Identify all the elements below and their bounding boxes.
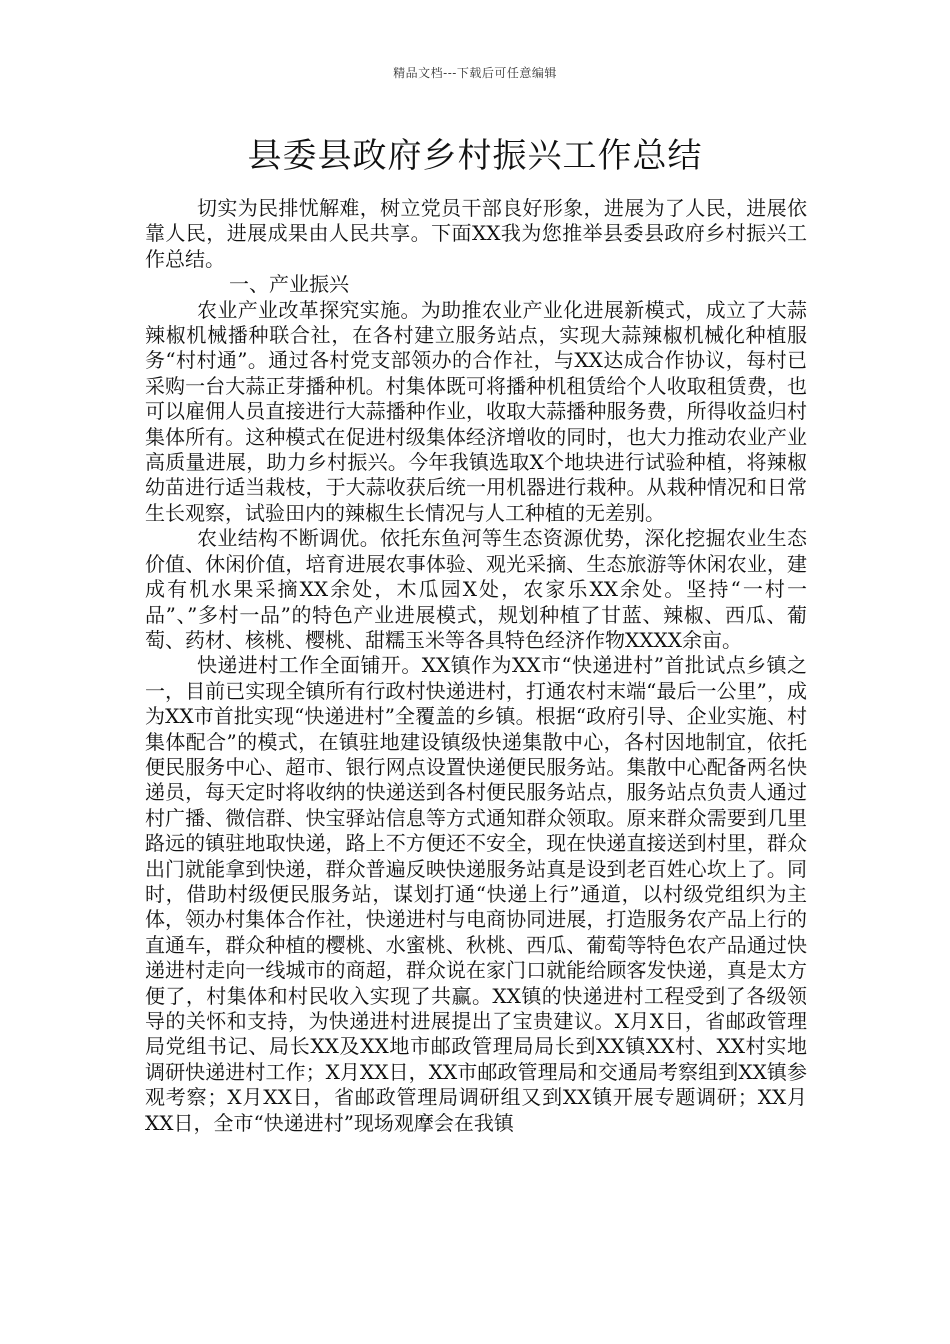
document-title: 县委县政府乡村振兴工作总结 bbox=[247, 136, 703, 176]
paragraph-express-delivery: 快递进村工作全面铺开。XX镇作为XX市“快递进村”首批试点乡镇之一，目前已实现全镇所有行政村快递进村，打通农村末端“最后一公里”，成为XX市首批实现“快递进村”全覆盖的乡镇。根据“政府引导、企业实施、村集体配合”的模式，在镇驻地建设镇级快递集散中心，各村因地制宜，依托便民服务中心、超市、银行网点设置快递便民服务站。集散中心配备两名快递员，每天定时将收纳的快递送到各村便民服务站点，服务站点负责人通过村广播、微信群、快宝驿站信息等方式通知群众领取。原来群众需要到几里路远的镇驻地取快递，路上不方便还不安全，现在快递直接送到村里，群众出门就能拿到快递，群众普遍反映快递服务站真是设到老百姓心坎上了。同时，借助村级便民服务站，谋划打通“快递上行”通道，以村级党组织为主体，领办村集体合作社，快递进村与电商协同进展，打造服务农产品上行的直通车，群众种植的樱桃、水蜜桃、秋桃、西瓜、葡萄等特色农产品通过快递进村走向一线城市的商超，群众说在家门口就能给顾客发快递，真是太方便了，村集体和村民收入实现了共赢。XX镇的快递进村工程受到了各级领导的关怀和支持，为快递进村进展提出了宝贵建议。X月X日，省邮政管理局党组书记、局长XX及XX地市邮政管理局局长到XX镇XX村、XX村实地调研快递进村工作；X月XX日，XX市邮政管理局和交通局考察组到XX镇参观考察；X月XX日，省邮政管理局调研组又到XX镇开展专题调研；XX月XX日，全市“快递进村”现场观摩会在我镇 bbox=[145, 653, 807, 1135]
paragraph-agri-structure: 农业结构不断调优。依托东鱼河等生态资源优势，深化挖掘农业生态价值、休闲价值，培育进展农事体验、观光采摘、生态旅游等休闲农业，建成有机水果采摘XX余处，木瓜园X处，农家乐XX余处。坚持“一村一品”、”多村一品”的特色产业进展模式，规划种植了甘蓝、辣椒、西瓜、葡萄、药材、核桃、樱桃、甜糯玉米等各具特色经济作物XXXX余亩。 bbox=[145, 526, 807, 652]
section-heading-industry: 一、产业振兴 bbox=[229, 272, 349, 297]
document-body bbox=[145, 196, 807, 1136]
paragraph-agri-reform: 农业产业改革探究实施。为助推农业产业化进展新模式，成立了大蒜辣椒机械播种联合社，在各村建立服务站点，实现大蒜辣椒机械化种植服务“村村通”。通过各村党支部领办的合作社，与XX达成合作协议，每村已采购一台大蒜正芽播种机。村集体既可将播种机租赁给个人收取租赁费，也可以雇佣人员直接进行大蒜播种作业，收取大蒜播种服务费，所得收益归村集体所有。这种模式在促进村级集体经济增收的同时，也大力推动农业产业高质量进展，助力乡村振兴。今年我镇选取X个地块进行试验种植，将辣椒幼苗进行适当栽枝，于大蒜收获后统一用机器进行栽种。从栽种情况和日常生长观察，试验田内的辣椒生长情况与人工种植的无差别。 bbox=[145, 297, 807, 525]
page-header-watermark: 精品文档---下载后可任意编辑 bbox=[393, 66, 557, 80]
intro-paragraph: 切实为民排忧解难，树立党员干部良好形象，进展为了人民，进展依靠人民，进展成果由人民共享。下面XX我为您推举县委县政府乡村振兴工作总结。 bbox=[145, 196, 807, 271]
